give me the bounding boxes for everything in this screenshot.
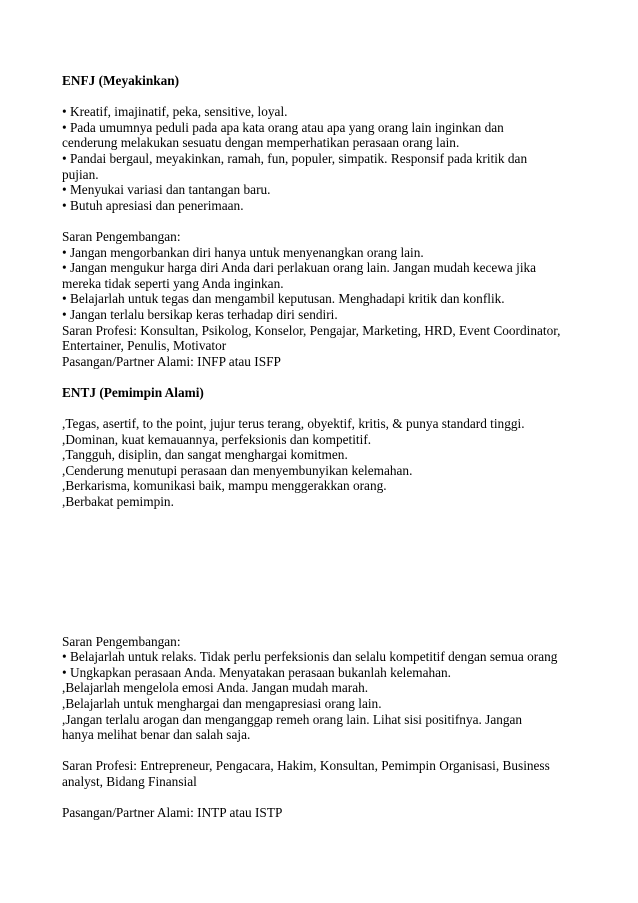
entj-trait-line: ,Tangguh, disiplin, dan sangat menghargai komitmen. <box>62 447 348 463</box>
enfj-trait-line: cenderung melakukan sesuatu dengan memperhatikan perasaan orang lain. <box>62 135 460 151</box>
entj-trait-line: ,Berkarisma, komunikasi baik, mampu menggerakkan orang. <box>62 478 387 494</box>
enfj-partner: Pasangan/Partner Alami: INFP atau ISFP <box>62 353 281 369</box>
document-content <box>62 73 572 821</box>
entj-development-line: ,Belajarlah mengelola emosi Anda. Jangan mudah marah. <box>62 680 369 696</box>
enfj-development-line: • Jangan terlalu bersikap keras terhadap diri sendiri. <box>62 306 338 322</box>
entj-development-line: • Belajarlah untuk relaks. Tidak perlu perfeksionis dan selalu kompetitif dengan semua orang <box>62 649 558 665</box>
enfj-trait-line: • Pandai bergaul, meyakinkan, ramah, fun, populer, simpatik. Responsif pada kritik dan <box>62 150 528 166</box>
enfj-development-title: Saran Pengembangan: <box>62 228 181 244</box>
entj-partner: Pasangan/Partner Alami: INTP atau ISTP <box>62 805 283 821</box>
enfj-development-line: • Jangan mengukur harga diri Anda dari perlakuan orang lain. Jangan mudah kecewa jika <box>62 260 537 276</box>
enfj-trait-line: pujian. <box>62 166 99 182</box>
enfj-development-line: • Belajarlah untuk tegas dan mengambil keputusan. Menghadapi kritik dan konflik. <box>62 291 505 307</box>
enfj-trait-line: • Kreatif, imajinatif, peka, sensitive, loyal. <box>62 104 288 120</box>
enfj-trait-line: • Butuh apresiasi dan penerimaan. <box>62 197 244 213</box>
enfj-trait-line: • Pada umumnya peduli pada apa kata orang atau apa yang orang lain inginkan dan <box>62 119 504 135</box>
entj-trait-line: ,Berbakat pemimpin. <box>62 494 174 510</box>
entj-profession-line: analyst, Bidang Finansial <box>62 773 197 789</box>
entj-development-line: hanya melihat benar dan salah saja. <box>62 727 251 743</box>
entj-development-line: ,Belajarlah untuk menghargai dan mengapresiasi orang lain. <box>62 696 382 711</box>
entj-development-title: Saran Pengembangan: <box>62 633 181 649</box>
enfj-profession-line: Entertainer, Penulis, Motivator <box>62 338 227 354</box>
entj-trait-line: ,Tegas, asertif, to the point, jujur terus terang, obyektif, kritis, & punya standard tinggi. <box>62 416 525 432</box>
entj-development-line: ,Jangan terlalu arogan dan menganggap remeh orang lain. Lihat sisi positifnya. Jangan <box>62 711 523 727</box>
enfj-heading: ENFJ (Meyakinkan) <box>62 73 180 88</box>
entj-heading: ENTJ (Pemimpin Alami) <box>62 384 204 400</box>
enfj-trait-line: • Menyukai variasi dan tantangan baru. <box>62 182 271 198</box>
entj-development-line: • Ungkapkan perasaan Anda. Menyatakan perasaan bukanlah kelemahan. <box>62 664 451 680</box>
enfj-profession-line: Saran Profesi: Konsultan, Psikolog, Konselor, Pengajar, Marketing, HRD, Event Coordinator, <box>62 322 561 338</box>
enfj-development-line: mereka tidak seperti yang Anda inginkan. <box>62 275 284 291</box>
entj-profession-line: Saran Profesi: Entrepreneur, Pengacara, Hakim, Konsultan, Pemimpin Organisasi, Business <box>62 758 550 774</box>
enfj-development-line: • Jangan mengorbankan diri hanya untuk menyenangkan orang lain. <box>62 244 424 260</box>
entj-trait-line: ,Dominan, kuat kemauannya, perfeksionis dan kompetitif. <box>62 431 372 447</box>
entj-trait-line: ,Cenderung menutupi perasaan dan menyembunyikan kelemahan. <box>62 462 413 478</box>
